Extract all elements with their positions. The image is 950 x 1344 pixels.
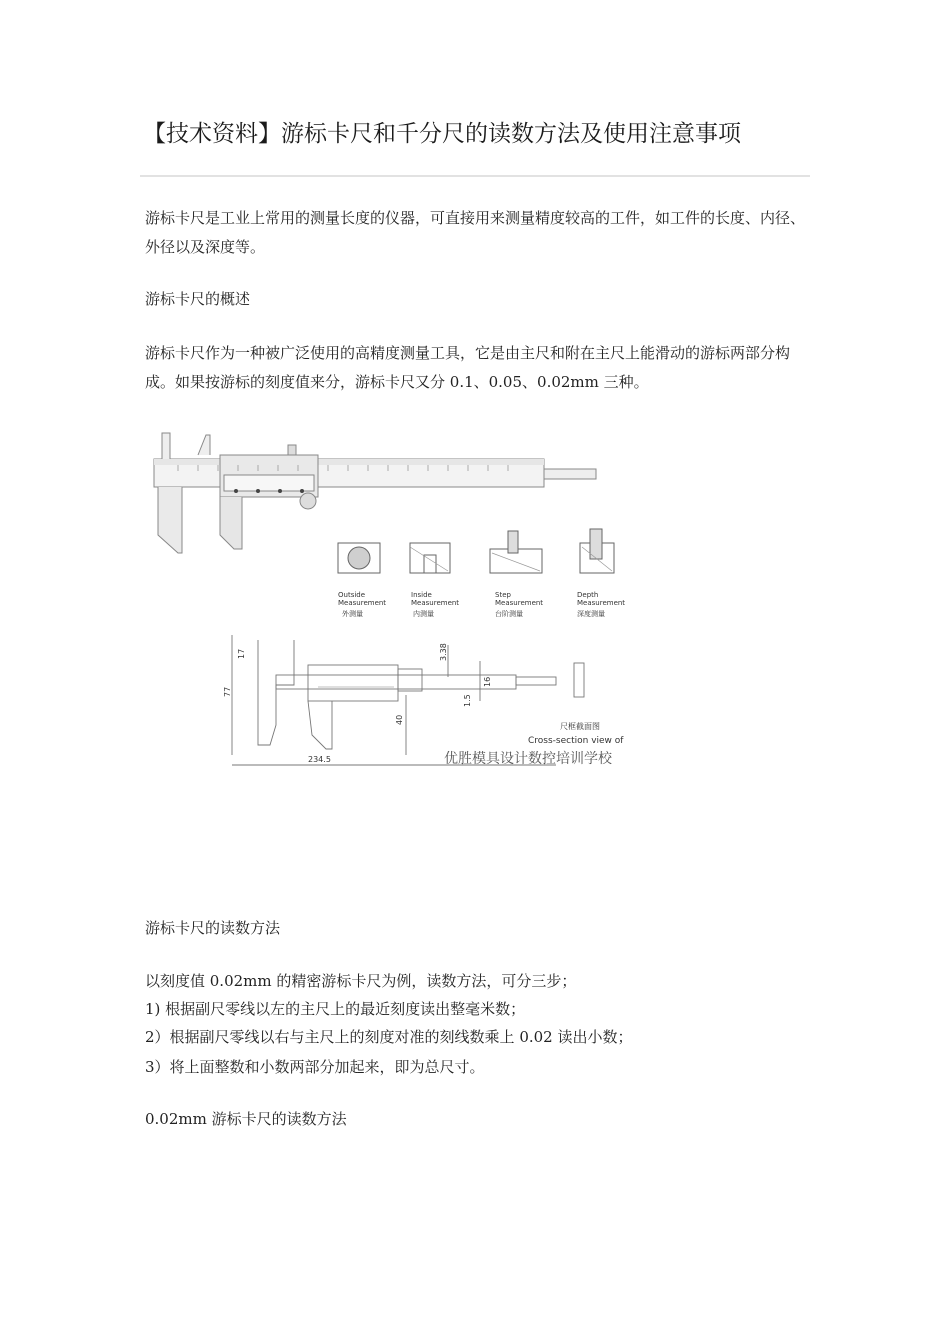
watermark: 优胜模具设计数控培训学校 [444,751,612,767]
dimension-label: 40 [395,714,404,725]
mode-label-zh: 台阶测量 [495,610,523,618]
dimension-label: 16 [483,676,492,687]
section-heading-overview: 游标卡尺的概述 [145,290,251,308]
mode-label-en1: Depth [577,591,599,599]
section-heading-reading: 游标卡尺的读数方法 [145,919,281,937]
reading-step-line: 3）将上面整数和小数两部分加起来，即为总尺寸。 [145,1058,485,1076]
dimension-label: 1.5 [463,694,472,707]
section-heading-002mm: 0.02mm 游标卡尺的读数方法 [145,1110,347,1128]
reading-step-line: 2）根据副尺零线以右与主尺上的刻度对准的刻线数乘上 0.02 读出小数； [145,1028,633,1046]
reading-step-line: 以刻度值 0.02mm 的精密游标卡尺为例，读数方法，可分三步； [145,972,577,990]
mode-label-en2: Measurement [495,599,544,607]
mode-label-zh: 深度测量 [577,610,605,618]
vernier-caliper-figure [148,425,648,775]
overview-paragraph: 游标卡尺作为一种被广泛使用的高精度测量工具，它是由主尺和附在主尺上能滑动的游标两部分构成。如果按游标的刻度值来分，游标卡尺又分 0.1、0.05、0.02mm 三种。 [145,344,791,391]
intro-paragraph: 游标卡尺是工业上常用的测量长度的仪器，可直接用来测量精度较高的工件，如工件的长度、内径、外径以及深度等。 [145,209,806,256]
cross-section-label-zh: 尺框截面图 [560,722,600,731]
dimension-label: 77 [223,686,232,697]
title-divider [140,175,810,177]
mode-label-en2: Measurement [338,599,387,607]
page-title: 【技术资料】游标卡尺和千分尺的读数方法及使用注意事项 [143,121,741,147]
mode-label-zh: 外测量 [342,610,363,618]
mode-label-zh: 内测量 [413,610,434,618]
dimension-label: 234.5 [308,755,331,764]
mode-label-en2: Measurement [577,599,626,607]
dimension-label: 3.38 [439,643,448,661]
dimension-label: 17 [237,648,246,659]
mode-label-en1: Step [495,591,511,599]
reading-step-line: 1) 根据副尺零线以左的主尺上的最近刻度读出整毫米数； [145,1000,526,1018]
mode-label-en1: Inside [411,591,432,599]
mode-label-en1: Outside [338,591,366,599]
mode-label-en2: Measurement [411,599,460,607]
cross-section-label-en: Cross-section view of [528,736,624,746]
